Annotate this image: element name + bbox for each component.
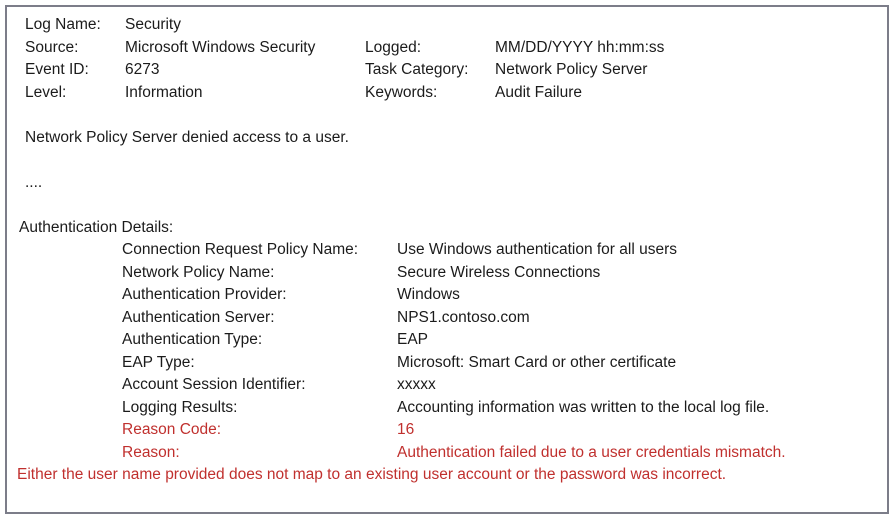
detail-row-authentication-provider xyxy=(17,284,877,307)
event-description-text: Network Policy Server denied access to a user. xyxy=(25,128,349,146)
event-header xyxy=(17,14,877,104)
logged-label: Logged: xyxy=(365,38,422,56)
authentication-details-list xyxy=(17,239,877,464)
detail-label: Reason: xyxy=(122,443,180,461)
detail-row-authentication-type xyxy=(17,329,877,352)
detail-row-authentication-server xyxy=(17,307,877,330)
detail-value: Secure Wireless Connections xyxy=(397,263,601,281)
detail-row-logging-results xyxy=(17,397,877,420)
event-id-value: 6273 xyxy=(125,61,160,78)
detail-value: NPS1.contoso.com xyxy=(397,308,530,326)
event-id-label: Event ID: xyxy=(25,61,89,78)
detail-value: Authentication failed due to a user credentials mismatch. xyxy=(397,443,786,461)
detail-value: xxxxx xyxy=(397,376,436,393)
detail-label: Authentication Server: xyxy=(122,308,275,326)
detail-label: Authentication Provider: xyxy=(122,286,287,303)
detail-value: Windows xyxy=(397,286,460,303)
task-category-value: Network Policy Server xyxy=(495,61,648,78)
detail-row-reason-code xyxy=(17,419,877,442)
detail-row-eap-type xyxy=(17,352,877,375)
reason-explanation-text: Either the user name provided does not map to an existing user account or the password was incorrect. xyxy=(17,466,727,483)
authentication-details-title-text: Authentication Details: xyxy=(19,218,174,236)
detail-row-reason xyxy=(17,442,877,465)
detail-value: Accounting information was written to the local log file. xyxy=(397,398,770,416)
task-category-label: Task Category: xyxy=(365,61,469,78)
header-row-event-id xyxy=(25,59,877,82)
blank-line xyxy=(17,149,877,172)
reason-explanation xyxy=(17,464,877,487)
detail-label: Connection Request Policy Name: xyxy=(122,241,359,258)
level-label: Level: xyxy=(25,83,67,101)
detail-label: Authentication Type: xyxy=(122,331,263,348)
header-row-source xyxy=(25,37,877,60)
detail-value: 16 xyxy=(397,421,415,438)
blank-line xyxy=(17,104,877,127)
detail-label: Network Policy Name: xyxy=(122,263,275,281)
header-row-log-name xyxy=(25,14,877,37)
detail-label: Logging Results: xyxy=(122,398,238,416)
detail-value: Use Windows authentication for all users xyxy=(397,241,677,258)
source-label: Source: xyxy=(25,38,79,56)
event-description xyxy=(25,127,877,150)
level-value: Information xyxy=(125,83,203,101)
authentication-details-title xyxy=(19,217,877,240)
detail-row-account-session-identifier xyxy=(17,374,877,397)
header-row-level xyxy=(25,82,877,105)
detail-label: Account Session Identifier: xyxy=(122,376,306,393)
detail-row-connection-request-policy xyxy=(17,239,877,262)
ellipsis-text: .... xyxy=(25,173,43,191)
log-name-label: Log Name: xyxy=(25,16,101,33)
detail-value: EAP xyxy=(397,331,429,348)
ellipsis-line xyxy=(25,172,877,195)
keywords-value: Audit Failure xyxy=(495,83,583,101)
keywords-label: Keywords: xyxy=(365,83,438,101)
event-log-panel xyxy=(5,5,889,514)
logged-value: MM/DD/YYYY hh:mm:ss xyxy=(495,38,665,56)
source-value: Microsoft Windows Security xyxy=(125,38,316,56)
blank-line xyxy=(17,194,877,217)
log-name-value: Security xyxy=(125,16,181,33)
detail-value: Microsoft: Smart Card or other certificate xyxy=(397,353,677,371)
detail-label: Reason Code: xyxy=(122,421,222,438)
detail-label: EAP Type: xyxy=(122,353,195,371)
detail-row-network-policy-name xyxy=(17,262,877,285)
